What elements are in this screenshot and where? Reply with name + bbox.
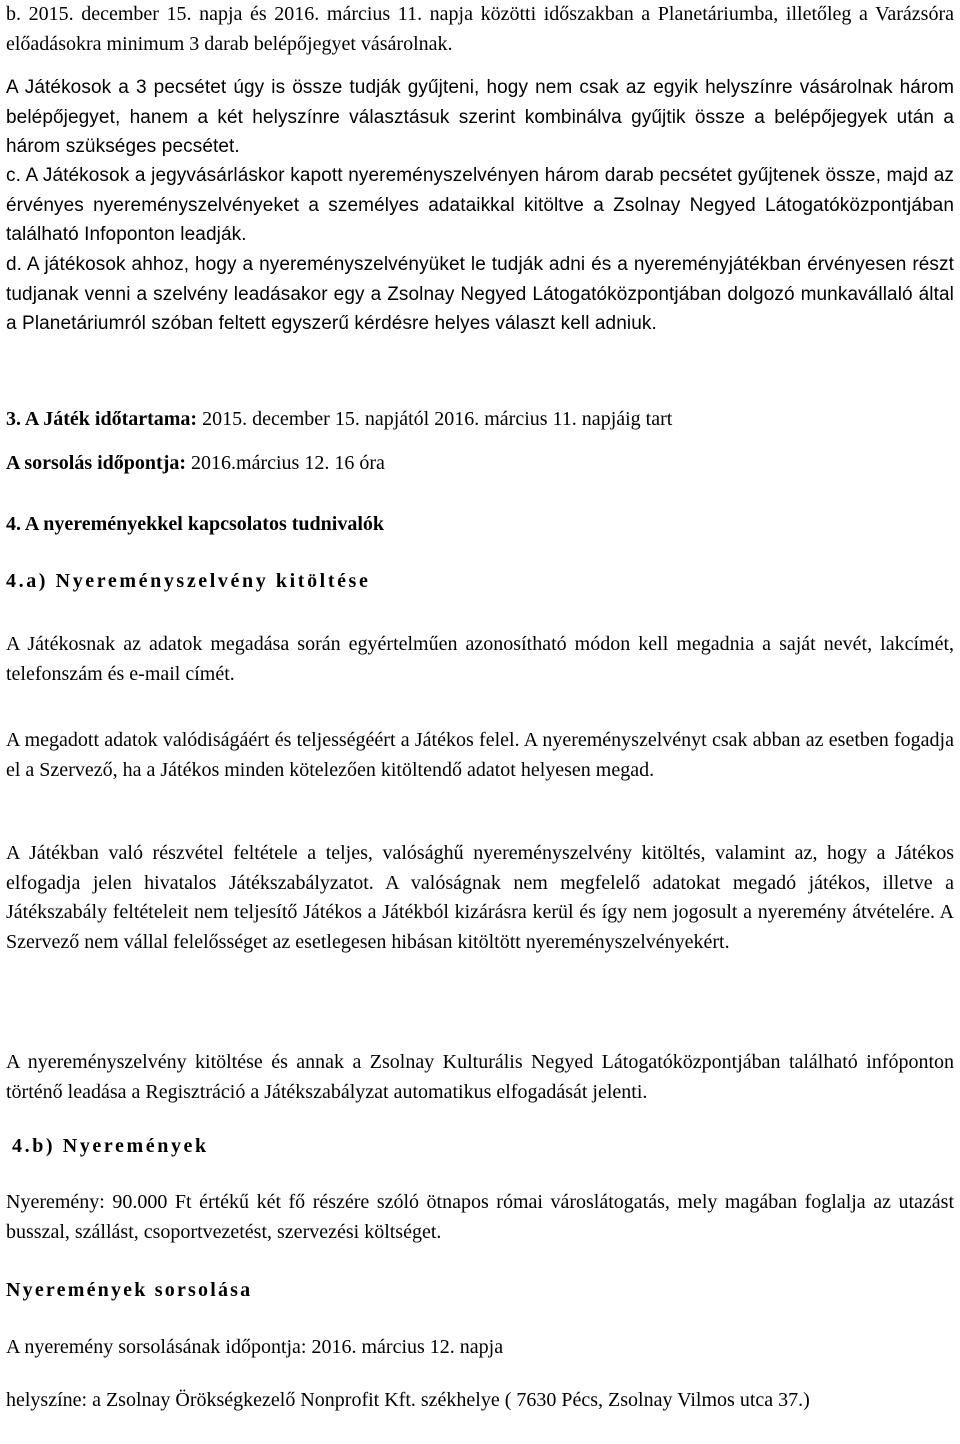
game-duration-line xyxy=(6,405,672,434)
draw-date-paragraph: A nyeremény sorsolásának időpontja: 2016. március 12. napja xyxy=(6,1336,504,1358)
duration-label: 3. A Játék időtartama: xyxy=(6,408,198,430)
prize-paragraph: Nyeremény: 90.000 Ft értékű két fő részére szóló ötnapos római városlátogatás, mely magában foglalja az utazást busszal, szállást, csoportvezetést, szervezési költséget. xyxy=(6,1191,954,1243)
item-b-paragraph: b. 2015. december 15. napja és 2016. március 11. napja közötti időszakban a Planetáriumba, illetőleg a Varázsóra előadásokra minimum 3 darab belépőjegyet vásárolnak. xyxy=(6,3,954,55)
draw-time-label: A sorsolás időpontja: xyxy=(6,452,187,474)
participation-condition-paragraph: A Játékban való részvétel feltétele a teljes, valósághű nyereményszelvény kitöltés, valamint az, hogy a Játékos elfogadja jelen hivatalos Játékszabályzatot. A valóságnak nem megfelelő adatokat megadó játékos, illetve a Játékszabály feltételeit nem teljesítő Játékos a Játékból kizárásra kerül és így nem jogosult a nyeremény átvételére. A Szervező nem vállal felelősséget az esetlegesen hibásan kitöltött nyereményszelvényekért. xyxy=(6,842,954,953)
draw-time-line xyxy=(6,449,385,478)
section-4-heading: 4. A nyereményekkel kapcsolatos tudnivalók xyxy=(6,513,385,535)
draw-venue-paragraph: helyszíne: a Zsolnay Örökségkezelő Nonprofit Kft. székhelye ( 7630 Pécs, Zsolnay Vilmos utca 37.) xyxy=(6,1389,810,1411)
item-d-paragraph: d. A játékosok ahhoz, hogy a nyereményszelvényüket le tudják adni és a nyereményjátékban érvényesen részt tudjanak venni a szelvény leadásakor egy a Zsolnay Negyed Látogatóközpontjában dolgozó munkavállaló által a Planetáriumról szóban feltett egyszerű kérdésre helyes választ kell adniuk. xyxy=(6,254,954,334)
stamp-collection-paragraph: A Játékosok a 3 pecsétet úgy is össze tudják gyűjteni, hogy nem csak az egyik helyszínre vásárolnak három belépőjegyet, hanem a két helyszínre választásuk szerint kombinálva gyűjtik össze a belépőjegyek után a három szükséges pecsétet. xyxy=(6,77,954,157)
form-filling-paragraph: A Játékosnak az adatok megadása során egyértelműen azonosítható módon kell megadnia a saját nevét, lakcímét, telefonszám és e-mail címét. xyxy=(6,633,954,685)
draw-time-value: 2016.március 12. 16 óra xyxy=(186,452,385,474)
acceptance-paragraph: A nyereményszelvény kitöltése és annak a Zsolnay Kulturális Negyed Látogatóközpontjában található infóponton történő leadása a Regisztráció a Játékszabályzat automatikus elfogadását jelenti. xyxy=(6,1051,954,1103)
data-responsibility-paragraph: A megadott adatok valódiságáért és teljességéért a Játékos felel. A nyereményszelvényt csak abban az esetben fogadja el a Szervező, ha a Játékos minden kötelezően kitöltendő adatot helyesen megad. xyxy=(6,729,954,781)
prize-draw-heading: Nyeremények sorsolása xyxy=(6,1279,253,1301)
item-c-paragraph: c. A Játékosok a jegyvásárláskor kapott nyereményszelvényen három darab pecsétet gyűjtenek össze, majd az érvényes nyereményszelvényeket a személyes adataikkal kitöltve a Zsolnay Negyed Látogatóközpontjában található Infoponton leadják. xyxy=(6,165,954,245)
section-4a-heading: 4.a) Nyereményszelvény kitöltése xyxy=(6,570,371,592)
duration-value: 2015. december 15. napjától 2016. március 11. napjáig tart xyxy=(197,408,673,430)
section-4b-heading: 4.b) Nyeremények xyxy=(12,1135,209,1157)
